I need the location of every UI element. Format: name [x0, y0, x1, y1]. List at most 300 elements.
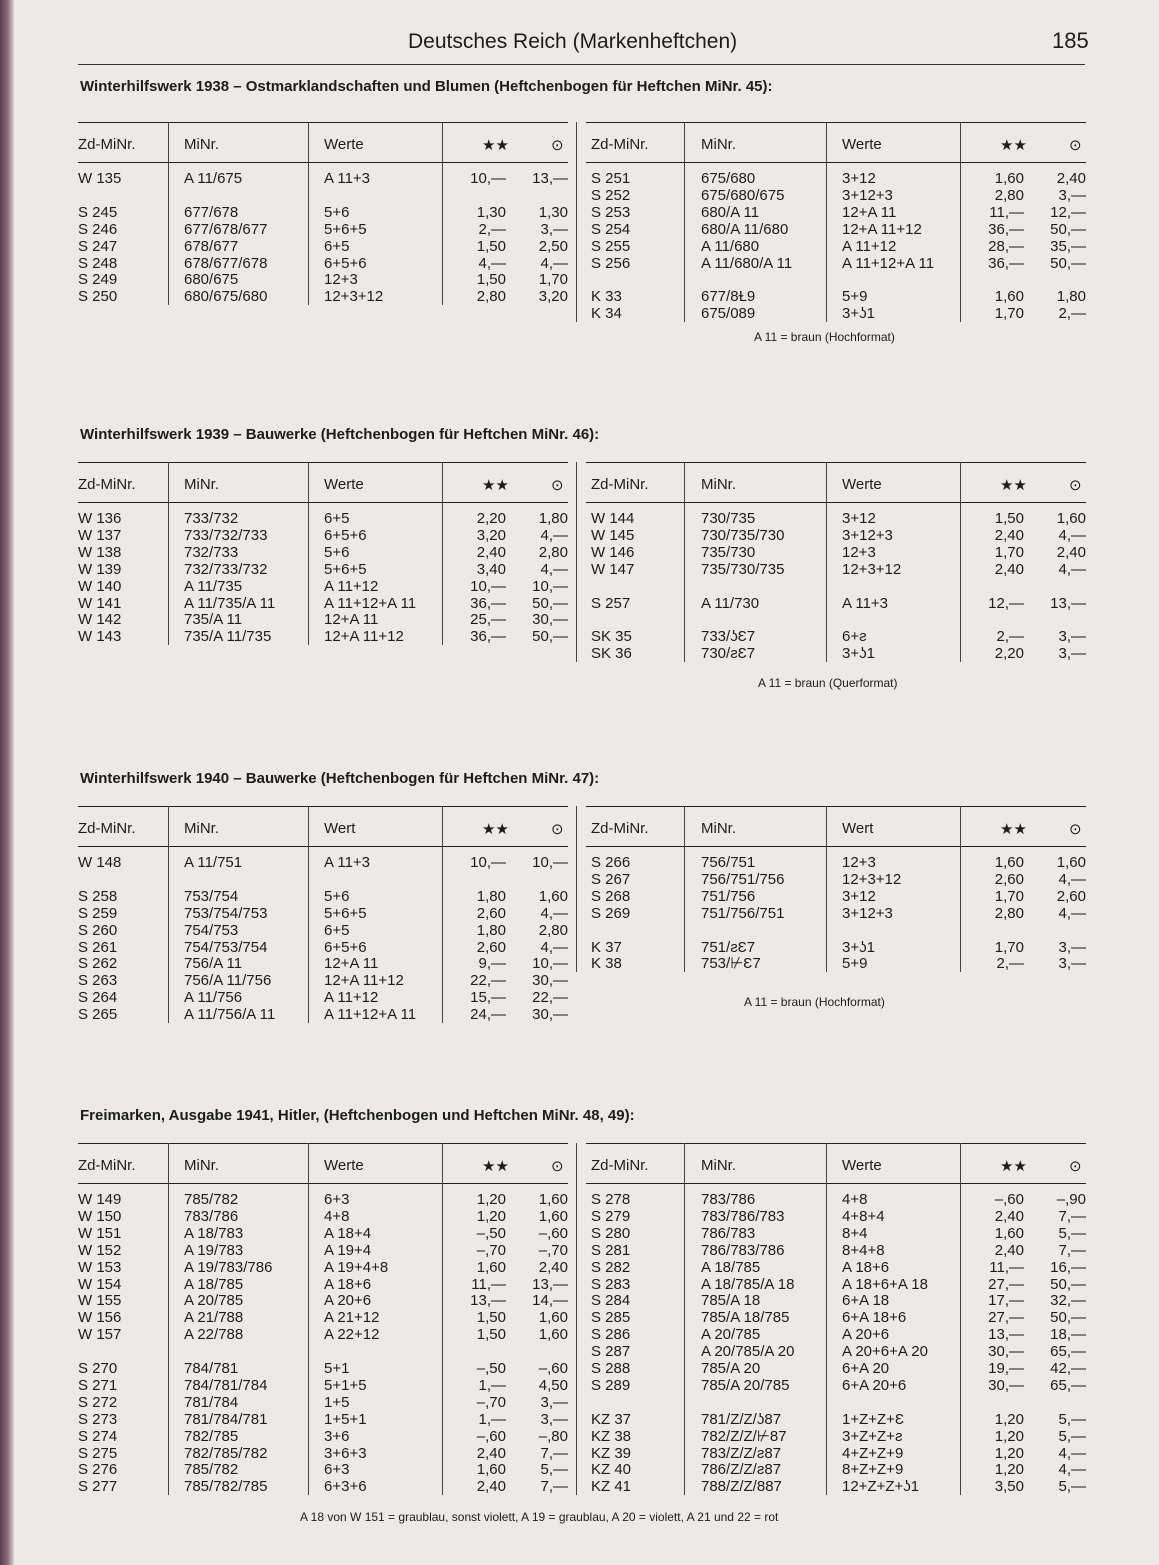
header-rule: [586, 162, 1086, 163]
color-footnote: A 11 = braun (Hochformat): [754, 330, 895, 344]
cell-minr: 680/A 11: [701, 203, 760, 221]
table-row: [78, 271, 568, 288]
column-header-used: ⊙: [1069, 477, 1082, 494]
cell-price-mint: 1,50: [476, 1326, 506, 1344]
cell-price-used: 3,—: [540, 220, 568, 238]
table-row: [586, 939, 1086, 956]
cell-minr: A 11/730: [701, 594, 760, 612]
cell-werte: 3+12+3: [842, 186, 893, 204]
cell-zd-minr: S 264: [78, 989, 118, 1007]
table-row: [586, 221, 1086, 238]
cell-minr: 754/753: [184, 921, 239, 939]
cell-werte: 3+Z+Z+ƨ: [842, 1427, 903, 1445]
table-row: [586, 888, 1086, 905]
table-row: [586, 905, 1086, 922]
cell-price-mint: 2,80: [994, 186, 1024, 204]
cell-price-mint: 1,70: [994, 887, 1024, 905]
cell-price-mint: –,60: [476, 1427, 506, 1445]
section-whw-1938: [78, 78, 1086, 358]
section-whw-1939: [78, 426, 1086, 706]
cell-minr: A 19/783: [184, 1241, 244, 1259]
cell-minr: 785/A 20/785: [701, 1376, 790, 1394]
cell-werte: 6+5: [324, 510, 350, 527]
table-row: [586, 922, 1086, 939]
cell-zd-minr: W 148: [78, 854, 122, 871]
cell-price-mint: 10,—: [470, 854, 506, 871]
cell-werte: 6+5+6: [324, 938, 367, 956]
cell-price-used: 5,—: [1058, 1478, 1086, 1496]
cell-price-mint: 36,—: [988, 220, 1024, 238]
color-footnote: A 18 von W 151 = graublau, sonst violett, A 19 = graublau, A 20 = violett, A 21 und 22 = rot: [300, 1510, 779, 1524]
section-freimarken-1941: [78, 1107, 1086, 1527]
table-row: [78, 1292, 568, 1309]
column-header-mint: ★★: [482, 821, 509, 838]
cell-price-used: –,90: [1056, 1191, 1086, 1208]
cell-price-used: 1,60: [1056, 510, 1086, 527]
cell-price-mint: 1,50: [476, 271, 506, 289]
cell-minr: A 11/735: [184, 577, 243, 595]
table-row: [78, 955, 568, 972]
cell-price-used: 2,40: [1056, 543, 1086, 561]
table-row: [78, 1394, 568, 1411]
cell-werte: A 11+12: [842, 237, 897, 255]
cell-price-used: 50,—: [532, 594, 568, 612]
cell-price-mint: 3,20: [476, 526, 506, 544]
cell-werte: A 19+4: [324, 1241, 372, 1259]
section-title: Freimarken, Ausgabe 1941, Hitler, (Heftchenbogen und Heftchen MiNr. 48, 49):: [80, 1107, 635, 1124]
cell-price-used: 4,—: [1058, 904, 1086, 922]
cell-werte: 4+8: [324, 1207, 350, 1225]
cell-price-mint: 1,20: [476, 1191, 506, 1208]
table-header-row: [78, 806, 568, 846]
table-row: [78, 561, 568, 578]
cell-werte: 5+1+5: [324, 1376, 367, 1394]
table-row: [586, 1242, 1086, 1259]
cell-werte: A 18+6: [324, 1275, 372, 1293]
cell-price-mint: 2,80: [476, 288, 506, 306]
cell-minr: 751/756: [701, 887, 756, 905]
cell-zd-minr: S 283: [591, 1275, 631, 1293]
cell-price-mint: 36,—: [988, 254, 1024, 272]
cell-zd-minr: S 274: [78, 1427, 118, 1445]
cell-price-mint: 2,40: [476, 543, 506, 561]
cell-price-used: 30,—: [532, 972, 568, 990]
cell-werte: 1+5+1: [324, 1410, 367, 1428]
cell-werte: 3+12+3: [842, 904, 893, 922]
cell-price-used: 2,40: [538, 1258, 568, 1276]
cell-price-used: 1,60: [538, 1191, 568, 1208]
column-header-used: ⊙: [1069, 821, 1082, 838]
table-header-row: [78, 462, 568, 502]
cell-werte: 12+3+12: [842, 870, 902, 888]
cell-zd-minr: S 272: [78, 1393, 118, 1411]
cell-zd-minr: S 254: [591, 220, 631, 238]
cell-price-mint: 28,—: [988, 237, 1024, 255]
cell-zd-minr: W 142: [78, 611, 122, 629]
cell-werte: 3+ʖ1: [842, 305, 875, 323]
cell-price-mint: 1,70: [994, 543, 1024, 561]
table-row: [78, 611, 568, 628]
cell-werte: 12+A 11+12: [842, 220, 922, 238]
cell-price-used: 10,—: [532, 577, 568, 595]
cell-price-mint: 17,—: [988, 1292, 1024, 1310]
cell-werte: A 18+6: [842, 1258, 890, 1276]
cell-zd-minr: S 289: [591, 1376, 631, 1394]
cell-price-mint: 2,—: [996, 628, 1024, 646]
cell-zd-minr: SK 36: [591, 645, 632, 663]
cell-zd-minr: S 259: [78, 904, 118, 922]
cell-werte: 5+6: [324, 887, 350, 905]
table-row: [586, 187, 1086, 204]
column-header-minr: MiNr.: [184, 136, 219, 153]
cell-price-mint: 25,—: [470, 611, 506, 629]
table-row: [586, 1428, 1086, 1445]
cell-werte: 8+Z+Z+9: [842, 1461, 904, 1479]
cell-werte: 6+3: [324, 1461, 350, 1479]
cell-zd-minr: S 284: [591, 1292, 631, 1310]
cell-zd-minr: W 139: [78, 560, 122, 578]
page-number: 185: [1052, 28, 1089, 53]
column-header-zd-minr: Zd-MiNr.: [591, 476, 649, 493]
book-spine: [0, 0, 14, 1565]
cell-price-mint: 1,80: [476, 921, 506, 939]
cell-minr: 751/ƨƐ7: [701, 938, 756, 956]
cell-minr: A 11/756/A 11: [184, 1006, 276, 1024]
color-footnote: A 11 = braun (Querformat): [758, 676, 898, 690]
cell-werte: A 11+12+A 11: [324, 594, 417, 612]
column-header-used: ⊙: [551, 477, 564, 494]
cell-werte: 12+3+12: [324, 288, 384, 306]
cell-zd-minr: S 286: [591, 1326, 631, 1344]
column-header-werte: Werte: [324, 1157, 364, 1174]
cell-price-used: 7,—: [540, 1444, 568, 1462]
cell-price-used: 1,60: [1056, 854, 1086, 871]
cell-minr: 781/784: [184, 1393, 239, 1411]
column-header-werte: Wert: [324, 820, 356, 837]
cell-price-used: 10,—: [532, 854, 568, 871]
cell-minr: 735/A 11/735: [184, 628, 272, 646]
table-row: [78, 888, 568, 905]
column-header-zd-minr: Zd-MiNr.: [78, 136, 136, 153]
table-row: [78, 939, 568, 956]
cell-minr: 785/782: [184, 1461, 239, 1479]
cell-price-used: 7,—: [1058, 1207, 1086, 1225]
cell-zd-minr: S 275: [78, 1444, 118, 1462]
cell-zd-minr: S 262: [78, 955, 118, 973]
cell-werte: 6+3: [324, 1191, 350, 1208]
cell-werte: 12+Z+Z+ʖ1: [842, 1478, 920, 1496]
cell-price-used: 1,60: [538, 1207, 568, 1225]
cell-minr: 732/733/732: [184, 560, 268, 578]
cell-price-used: 4,—: [540, 938, 568, 956]
column-header-zd-minr: Zd-MiNr.: [591, 820, 649, 837]
table-row: [586, 955, 1086, 972]
table-row: [78, 871, 568, 888]
cell-minr: 730/735: [701, 510, 756, 527]
cell-minr: A 21/788: [184, 1309, 244, 1327]
cell-werte: 3+12+3: [842, 526, 893, 544]
cell-werte: 6+3+6: [324, 1478, 367, 1496]
cell-werte: 5+1: [324, 1360, 350, 1377]
cell-price-used: 5,—: [1058, 1224, 1086, 1242]
cell-minr: 735/A 11: [184, 611, 243, 629]
cell-zd-minr: KZ 38: [591, 1427, 632, 1445]
column-header-werte: Werte: [324, 136, 364, 153]
table-split-divider: [576, 122, 577, 322]
cell-price-mint: 1,60: [476, 1461, 506, 1479]
cell-price-mint: 2,40: [994, 1241, 1024, 1259]
cell-werte: A 18+6+A 18: [842, 1275, 928, 1293]
table-row: [586, 1411, 1086, 1428]
cell-price-used: 5,—: [1058, 1410, 1086, 1428]
cell-price-mint: 2,80: [994, 904, 1024, 922]
table-row: [586, 578, 1086, 595]
cell-price-mint: 2,40: [994, 1207, 1024, 1225]
column-header-mint: ★★: [482, 1158, 509, 1175]
cell-price-mint: 1,—: [478, 1410, 506, 1428]
cell-zd-minr: S 263: [78, 972, 118, 990]
table-row: [586, 305, 1086, 322]
cell-price-used: 13,—: [1050, 594, 1086, 612]
cell-price-mint: 11,—: [471, 1275, 506, 1293]
cell-minr: 680/A 11/680: [701, 220, 789, 238]
cell-minr: 677/8Ɫ9: [701, 288, 756, 306]
cell-price-used: 4,—: [1058, 560, 1086, 578]
cell-minr: 677/678: [184, 203, 239, 221]
table-row: [78, 1411, 568, 1428]
column-header-werte: Werte: [842, 1157, 882, 1174]
column-header-minr: MiNr.: [184, 820, 219, 837]
cell-minr: 756/A 11/756: [184, 972, 272, 990]
cell-price-used: 2,—: [1058, 305, 1086, 323]
table-row: [78, 972, 568, 989]
cell-price-mint: 9,—: [478, 955, 506, 973]
cell-price-mint: 2,40: [476, 1444, 506, 1462]
cell-zd-minr: K 33: [591, 288, 622, 306]
cell-zd-minr: W 149: [78, 1191, 122, 1208]
cell-zd-minr: S 250: [78, 288, 118, 306]
table-row: [586, 854, 1086, 871]
cell-minr: 680/675/680: [184, 288, 268, 306]
table-row: [586, 1445, 1086, 1462]
cell-price-used: 50,—: [532, 628, 568, 646]
cell-price-used: 2,60: [1056, 887, 1086, 905]
cell-price-mint: 15,—: [470, 989, 506, 1007]
table-row: [586, 527, 1086, 544]
cell-minr: 756/A 11: [184, 955, 243, 973]
cell-price-mint: 2,20: [994, 645, 1024, 663]
cell-minr: 678/677: [184, 237, 239, 255]
cell-price-mint: 13,—: [988, 1326, 1024, 1344]
header-rule: [586, 1183, 1086, 1184]
cell-price-mint: 4,—: [478, 254, 506, 272]
table-row: [586, 1343, 1086, 1360]
cell-minr: A 18/785: [184, 1275, 244, 1293]
cell-werte: A 20+6: [324, 1292, 372, 1310]
cell-price-used: 7,—: [1058, 1241, 1086, 1259]
table-header-row: [78, 1143, 568, 1183]
column-header-werte: Werte: [324, 476, 364, 493]
cell-price-mint: 36,—: [470, 594, 506, 612]
cell-werte: 3+6: [324, 1427, 350, 1445]
cell-price-used: 30,—: [532, 611, 568, 629]
cell-price-used: 1,70: [538, 271, 568, 289]
column-header-zd-minr: Zd-MiNr.: [591, 136, 649, 153]
table-row: [78, 238, 568, 255]
cell-zd-minr: S 261: [78, 938, 118, 956]
table-row: [78, 1006, 568, 1023]
cell-zd-minr: S 271: [78, 1376, 118, 1394]
cell-zd-minr: KZ 40: [591, 1461, 632, 1479]
table-row: [78, 1276, 568, 1293]
cell-minr: A 20/785: [701, 1326, 761, 1344]
cell-minr: 783/786/783: [701, 1207, 785, 1225]
cell-zd-minr: S 269: [591, 904, 631, 922]
column-header-werte: Werte: [842, 476, 882, 493]
cell-price-used: 12,—: [1050, 203, 1086, 221]
cell-zd-minr: W 145: [591, 526, 635, 544]
table-row: [78, 1309, 568, 1326]
cell-zd-minr: S 248: [78, 254, 118, 272]
table-row: [78, 187, 568, 204]
cell-price-used: 65,—: [1050, 1376, 1086, 1394]
cell-zd-minr: W 144: [591, 510, 635, 527]
cell-price-used: 4,—: [540, 254, 568, 272]
table-row: [586, 1377, 1086, 1394]
cell-price-mint: 11,—: [989, 1258, 1024, 1276]
cell-minr: A 11/675: [184, 170, 243, 187]
cell-minr: 680/675: [184, 271, 239, 289]
cell-price-used: 22,—: [532, 989, 568, 1007]
cell-minr: 784/781/784: [184, 1376, 268, 1394]
column-header-used: ⊙: [551, 1158, 564, 1175]
cell-werte: 6+ƨ: [842, 628, 867, 646]
cell-minr: 784/781: [184, 1360, 239, 1377]
cell-price-mint: 19,—: [988, 1360, 1024, 1377]
cell-minr: 730/735/730: [701, 526, 785, 544]
cell-price-used: 3,—: [540, 1393, 568, 1411]
cell-zd-minr: S 256: [591, 254, 631, 272]
cell-price-mint: 30,—: [988, 1376, 1024, 1394]
cell-price-used: –,70: [538, 1241, 568, 1259]
cell-price-mint: 1,60: [994, 288, 1024, 306]
cell-zd-minr: W 136: [78, 510, 122, 527]
cell-zd-minr: W 140: [78, 577, 122, 595]
column-header-minr: MiNr.: [184, 476, 219, 493]
cell-minr: 756/751: [701, 854, 756, 871]
cell-zd-minr: K 38: [591, 955, 622, 973]
cell-minr: A 22/788: [184, 1326, 244, 1344]
cell-werte: 5+9: [842, 955, 868, 973]
cell-zd-minr: W 153: [78, 1258, 122, 1276]
table-row: [586, 1360, 1086, 1377]
cell-price-used: 4,—: [1058, 870, 1086, 888]
table-row: [78, 1377, 568, 1394]
header-rule: [78, 846, 568, 847]
cell-minr: 785/782/785: [184, 1478, 268, 1496]
table-split-divider: [576, 1143, 577, 1495]
cell-price-used: 4,—: [540, 904, 568, 922]
table-row: [78, 527, 568, 544]
table-row: [78, 1326, 568, 1343]
cell-zd-minr: W 154: [78, 1275, 122, 1293]
table-row: [586, 1478, 1086, 1495]
cell-werte: 5+6+5: [324, 560, 367, 578]
cell-zd-minr: S 253: [591, 203, 631, 221]
table-row: [586, 1276, 1086, 1293]
cell-minr: 786/783: [701, 1224, 756, 1242]
cell-werte: A 11+3: [842, 594, 889, 612]
table-row: [586, 1461, 1086, 1478]
table-row: [78, 595, 568, 612]
cell-zd-minr: KZ 37: [591, 1410, 632, 1428]
cell-price-used: 10,—: [532, 955, 568, 973]
table-row: [78, 905, 568, 922]
table-row: [586, 1309, 1086, 1326]
cell-minr: 677/678/677: [184, 220, 268, 238]
column-header-zd-minr: Zd-MiNr.: [78, 1157, 136, 1174]
cell-werte: 12+3: [324, 271, 358, 289]
cell-zd-minr: S 280: [591, 1224, 631, 1242]
table-row: [78, 1259, 568, 1276]
cell-werte: 12+A 11+12: [324, 628, 404, 646]
cell-minr: 783/Z/Z/ƨ87: [701, 1444, 782, 1462]
page-header-title: Deutsches Reich (Markenheftchen): [408, 30, 738, 53]
cell-zd-minr: K 34: [591, 305, 622, 323]
cell-zd-minr: S 245: [78, 203, 118, 221]
cell-price-mint: 1,60: [994, 1224, 1024, 1242]
cell-price-mint: –,50: [476, 1360, 506, 1377]
cell-zd-minr: W 135: [78, 170, 122, 187]
table-row: [78, 578, 568, 595]
cell-werte: 12+A 11: [324, 955, 379, 973]
table-header-row: [78, 122, 568, 162]
cell-werte: 3+ʖ1: [842, 645, 875, 663]
cell-zd-minr: S 265: [78, 1006, 118, 1024]
cell-minr: 785/A 18: [701, 1292, 761, 1310]
cell-zd-minr: S 276: [78, 1461, 118, 1479]
cell-price-used: 1,80: [1056, 288, 1086, 306]
cell-price-mint: 27,—: [988, 1309, 1024, 1327]
cell-werte: 3+6+3: [324, 1444, 367, 1462]
cell-werte: A 11+3: [324, 170, 371, 187]
cell-price-used: 1,60: [538, 1326, 568, 1344]
column-header-used: ⊙: [551, 821, 564, 838]
cell-price-mint: 1,50: [476, 1309, 506, 1327]
cell-werte: 12+A 11: [842, 203, 897, 221]
cell-zd-minr: S 270: [78, 1360, 118, 1377]
column-header-mint: ★★: [1000, 137, 1027, 154]
table-row: [586, 645, 1086, 662]
cell-werte: A 19+4+8: [324, 1258, 389, 1276]
cell-price-mint: 1,60: [994, 854, 1024, 871]
cell-werte: 5+9: [842, 288, 868, 306]
cell-minr: 785/782: [184, 1191, 239, 1208]
cell-zd-minr: W 157: [78, 1326, 122, 1344]
cell-price-used: 4,—: [540, 560, 568, 578]
cell-werte: 3+12: [842, 510, 876, 527]
cell-minr: 783/786: [184, 1207, 239, 1225]
cell-price-used: 1,60: [538, 887, 568, 905]
table-row: [78, 288, 568, 305]
cell-price-used: 65,—: [1050, 1343, 1086, 1361]
cell-werte: A 11+12+A 11: [842, 254, 935, 272]
cell-werte: 12+A 11: [324, 611, 379, 629]
cell-price-used: 3,—: [1058, 938, 1086, 956]
table-row: [586, 1394, 1086, 1411]
cell-zd-minr: W 150: [78, 1207, 122, 1225]
cell-minr: 730/ƨƐ7: [701, 645, 756, 663]
